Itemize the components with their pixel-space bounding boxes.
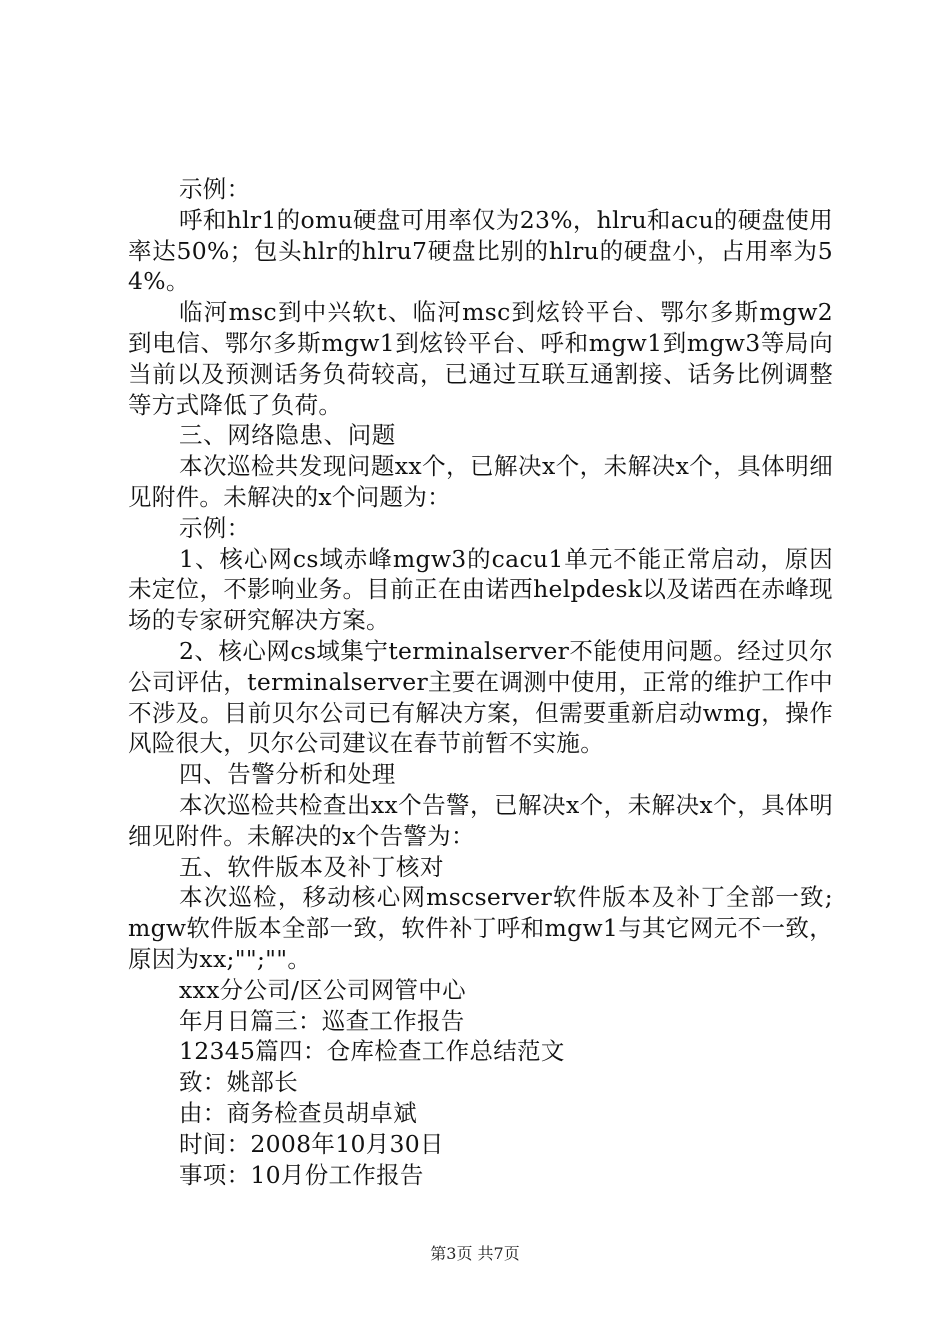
page-number-footer: 第3页 共7页: [430, 1244, 520, 1263]
paragraph-to-line: 致：姚部长: [179, 1068, 298, 1097]
paragraph-time-line: 时间：2008年10月30日: [179, 1129, 444, 1158]
paragraph-issues-summary: 本次巡检共发现问题xx个，已解决x个，未解决x个，具体明细见附件。未解决的x个问题为：: [128, 452, 833, 511]
paragraph-example-label: 示例：: [179, 175, 251, 203]
paragraph-signature-org: xxx分公司/区公司网管中心: [179, 975, 466, 1004]
paragraph-traffic-load: 临河msc到中兴软t、临河msc到炫铃平台、鄂尔多斯mgw2到电信、鄂尔多斯mgw1到炫铃平台、呼和mgw1到mgw3等局向当前以及预测话务负荷较高，已通过互联互通割接、话务比例调整等方式降低了负荷。: [128, 298, 833, 419]
paragraph-alarm-summary: 本次巡检共检查出xx个告警，已解决x个，未解决x个，具体明细见附件。未解决的x个告警为：: [128, 790, 833, 850]
section-heading-software-version: 五、软件版本及补丁核对: [179, 852, 445, 881]
paragraph-hlr-disk-usage: 呼和hlr1的omu硬盘可用率仅为23%，hlru和acu的硬盘使用率达50%；包头hlr的hlru7硬盘比别的hlru的硬盘小，占用率为54%。: [128, 205, 833, 296]
section-heading-alarm-analysis: 四、告警分析和处理: [179, 760, 396, 789]
paragraph-issue-2: 2、核心网cs域集宁terminalserver不能使用问题。经过贝尔公司评估，terminalserver主要在调测中使用，正常的维护工作中不涉及。目前贝尔公司已有解决方案，但需要重新启动wmg，操作风险很大，贝尔公司建议在春节前暂不实施。: [128, 636, 833, 758]
paragraph-example-label-2: 示例：: [179, 513, 251, 542]
paragraph-software-version: 本次巡检，移动核心网mscserver软件版本及补丁全部一致;mgw软件版本全部一致，软件补丁呼和mgw1与其它网元不一致，原因为xx;"";""。: [128, 883, 833, 973]
paragraph-date-part3: 年月日篇三：巡查工作报告: [179, 1006, 465, 1035]
document-body: [128, 174, 833, 1190]
paragraph-from-line: 由：商务检查员胡卓斌: [179, 1098, 417, 1127]
paragraph-subject-line: 事项：10月份工作报告: [179, 1160, 424, 1189]
paragraph-issue-1: 1、核心网cs域赤峰mgw3的cacu1单元不能正常启动，原因未定位，不影响业务。目前正在由诺西helpdesk以及诺西在赤峰现场的专家研究解决方案。: [128, 544, 833, 635]
paragraph-part4-title: 12345篇四：仓库检查工作总结范文: [179, 1037, 565, 1066]
section-heading-network-risks: 三、网络隐患、问题: [179, 421, 396, 450]
